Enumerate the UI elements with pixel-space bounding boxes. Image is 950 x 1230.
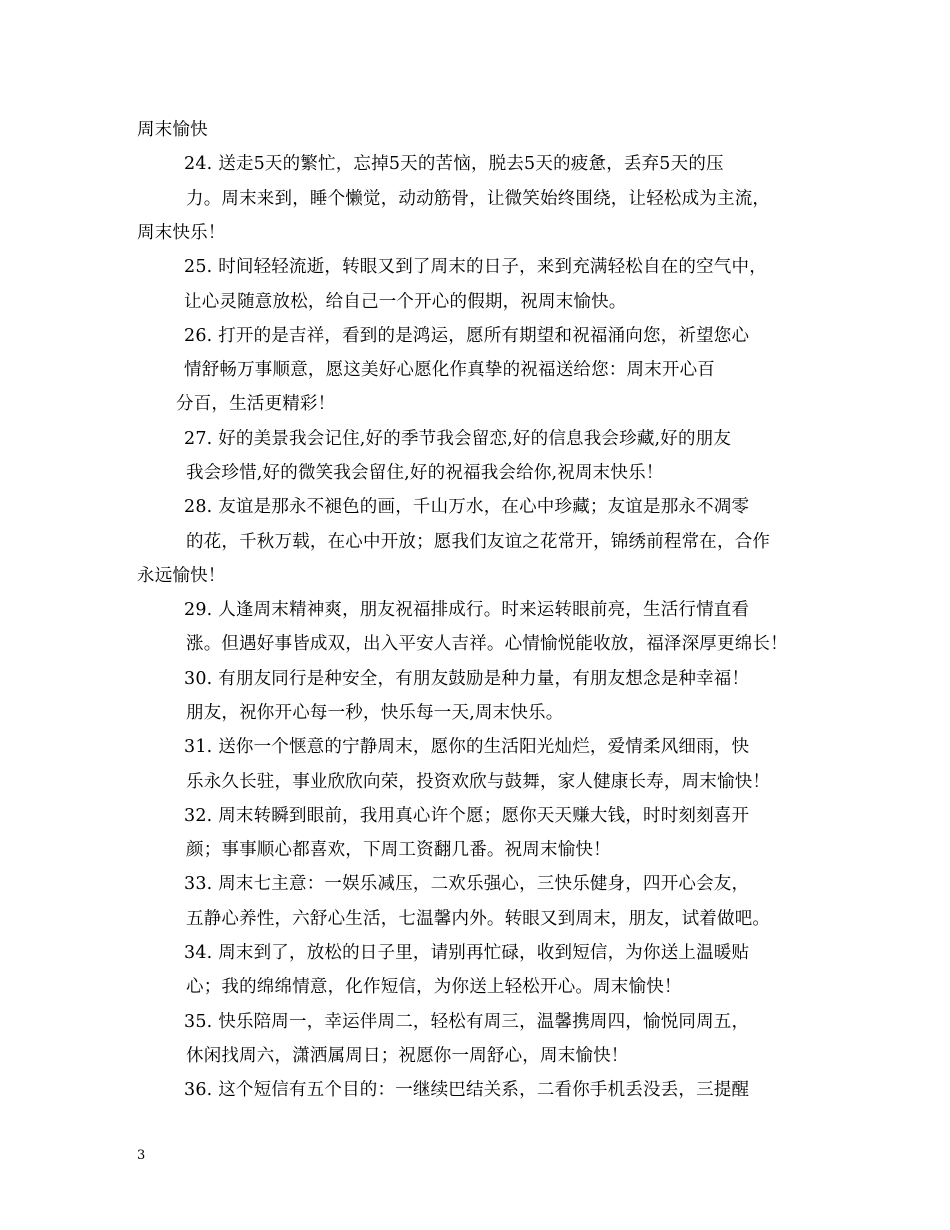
text-line: 31. 送你一个惬意的宁静周末，愿你的生活阳光灿烂，爱情柔风细雨，快 bbox=[184, 737, 750, 757]
text-line: 32. 周末转瞬到眼前，我用真心许个愿；愿你天天赚大钱，时时刻刻喜开 bbox=[184, 806, 750, 826]
text-line: 让心灵随意放松，给自己一个开心的假期，祝周末愉快。 bbox=[184, 292, 627, 312]
text-line: 涨。但遇好事皆成双，出入平安人吉祥。心情愉悦能收放，福泽深厚更绵长！ bbox=[186, 634, 788, 654]
text-line: 35. 快乐陪周一，幸运伴周二，轻松有周三，温馨携周四，愉悦同周五， bbox=[184, 1012, 750, 1032]
page-number: 3 bbox=[137, 1148, 146, 1163]
text-line: 29. 人逢周末精神爽，朋友祝福排成行。时来运转眼前亮，生活行情直看 bbox=[184, 600, 750, 620]
text-line: 27. 好的美景我会记住,好的季节我会留恋,好的信息我会珍藏,好的朋友 bbox=[184, 429, 732, 449]
text-line: 我会珍惜,好的微笑我会留住,好的祝福我会给你,祝周末快乐！ bbox=[186, 463, 664, 483]
text-line: 30. 有朋友同行是种安全，有朋友鼓励是种力量，有朋友想念是种幸福！ bbox=[184, 669, 750, 689]
text-line: 28. 友谊是那永不褪色的画，千山万水，在心中珍藏；友谊是那永不凋零 bbox=[184, 497, 750, 517]
text-line: 33. 周末七主意：一娱乐减压，二欢乐强心，三快乐健身，四开心会友， bbox=[184, 874, 750, 894]
text-line: 26. 打开的是吉祥，看到的是鸿运，愿所有期望和祝福涌向您，祈望您心 bbox=[184, 326, 750, 346]
text-line: 五静心养性，六舒心生活，七温馨内外。转眼又到周末，朋友，试着做吧。 bbox=[186, 909, 771, 929]
text-line: 的花，千秋万载，在心中开放；愿我们友谊之花常开，锦绣前程常在，合作 bbox=[186, 532, 771, 552]
text-line: 朋友，祝你开心每一秒，快乐每一天,周末快乐。 bbox=[186, 703, 564, 723]
text-line: 分百，生活更精彩！ bbox=[176, 394, 336, 414]
text-line: 周末快乐！ bbox=[137, 223, 226, 243]
text-line: 颜；事事顺心都喜欢，下周工资翻几番。祝周末愉快！ bbox=[186, 840, 611, 860]
text-line: 24. 送走5天的繁忙，忘掉5天的苦恼，脱去5天的疲惫，丢弃5天的压 bbox=[184, 154, 724, 174]
text-line: 34. 周末到了，放松的日子里，请别再忙碌，收到短信，为你送上温暖贴 bbox=[184, 943, 750, 963]
text-line: 力。周末来到，睡个懒觉，动动筋骨，让微笑始终围绕，让轻松成为主流， bbox=[186, 189, 771, 209]
text-line: 25. 时间轻轻流逝，转眼又到了周末的日子，来到充满轻松自在的空气中， bbox=[184, 257, 767, 277]
text-line: 周末愉快 bbox=[137, 120, 208, 140]
text-line: 心；我的绵绵情意，化作短信，为你送上轻松开心。周末愉快！ bbox=[186, 977, 682, 997]
text-line: 永远愉快！ bbox=[137, 566, 226, 586]
text-line: 情舒畅万事顺意，愿这美好心愿化作真挚的祝福送给您：周末开心百 bbox=[184, 360, 715, 380]
text-line: 乐永久长驻，事业欣欣向荣，投资欢欣与鼓舞，家人健康长寿，周末愉快！ bbox=[186, 772, 771, 792]
text-line: 休闲找周六，潇洒属周日；祝愿你一周舒心，周末愉快！ bbox=[186, 1046, 629, 1066]
text-line: 36. 这个短信有五个目的：一继续巴结关系，二看你手机丢没丢，三提醒 bbox=[184, 1080, 750, 1100]
